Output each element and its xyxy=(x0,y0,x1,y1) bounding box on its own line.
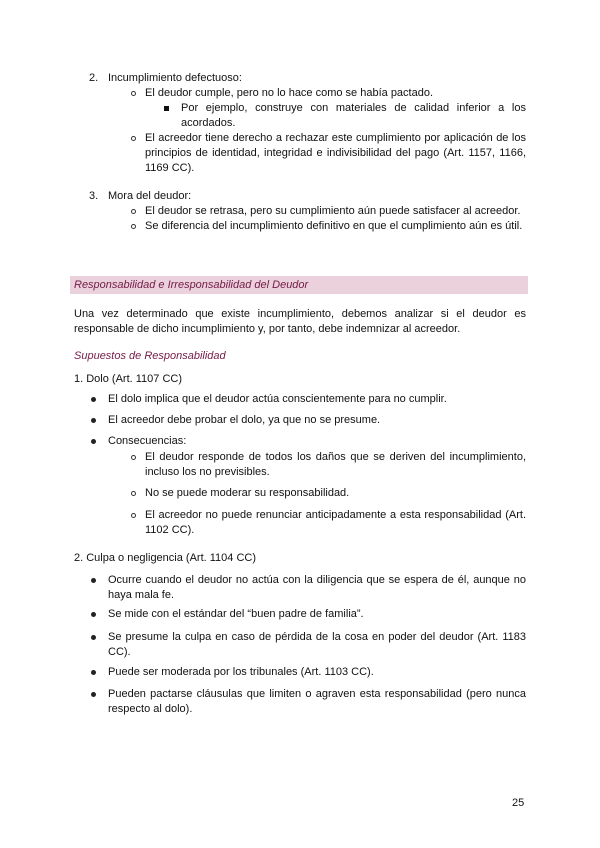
sub-bullet-item-cont: 1102 CC). xyxy=(145,524,195,536)
list-item-title: Mora del deudor: xyxy=(108,190,192,202)
bullet-item: Consecuencias: xyxy=(108,435,187,447)
bullet-item: Puede ser moderada por los tribunales (Art. 1103 CC). xyxy=(108,666,374,678)
disc-bullet-icon xyxy=(91,635,96,640)
list-subitem: El deudor cumple, pero no lo hace como se había pactado. xyxy=(145,87,434,99)
circle-bullet-icon xyxy=(131,136,136,141)
list-subitem: Se diferencia del incumplimiento definitivo en que el cumplimiento aún es útil. xyxy=(145,220,523,232)
list-subitem: El acreedor tiene derecho a rechazar este cumplimiento por aplicación de los xyxy=(145,132,526,144)
circle-bullet-icon xyxy=(131,513,136,518)
page-number: 25 xyxy=(512,797,525,809)
disc-bullet-icon xyxy=(91,612,96,617)
list-number: 2. xyxy=(89,72,99,84)
paragraph-line: Una vez determinado que existe incumplimiento, debemos analizar si el deudor es xyxy=(74,308,526,320)
disc-bullet-icon xyxy=(91,439,96,444)
disc-bullet-icon xyxy=(91,692,96,697)
point-title: 2. Culpa o negligencia (Art. 1104 CC) xyxy=(74,552,257,564)
list-item-title: Incumplimiento defectuoso: xyxy=(108,72,242,84)
circle-bullet-icon xyxy=(131,455,136,460)
bullet-item: Se presume la culpa en caso de pérdida de la cosa en poder del deudor (Art. 1183 xyxy=(108,631,526,643)
list-number: 3. xyxy=(89,190,99,202)
bullet-item: Se mide con el estándar del “buen padre de familia”. xyxy=(108,608,364,620)
list-subitem: El deudor se retrasa, pero su cumplimiento aún puede satisfacer al acreedor. xyxy=(145,205,521,217)
sub-bullet-item: No se puede moderar su responsabilidad. xyxy=(145,487,350,499)
disc-bullet-icon xyxy=(91,670,96,675)
disc-bullet-icon xyxy=(91,418,96,423)
square-bullet-icon xyxy=(164,106,169,111)
list-subitem-cont: 1169 CC). xyxy=(145,162,195,174)
circle-bullet-icon xyxy=(131,491,136,496)
bullet-item-cont: CC). xyxy=(108,646,131,658)
sub-bullet-item: El deudor responde de todos los daños que se deriven del incumplimiento, xyxy=(145,451,526,463)
bullet-item-cont: respecto al dolo). xyxy=(108,703,193,715)
list-subitem-cont: principios de identidad, integridad e indivisibilidad del pago (Art. 1157, 1166, xyxy=(145,147,526,159)
disc-bullet-icon xyxy=(91,578,96,583)
bullet-item: El dolo implica que el deudor actúa conscientemente para no cumplir. xyxy=(108,393,447,405)
bullet-item: El acreedor debe probar el dolo, ya que no se presume. xyxy=(108,414,381,426)
section-heading: Responsabilidad e Irresponsabilidad del Deudor xyxy=(74,279,309,291)
sub-bullet-item-cont: incluso los no previsibles. xyxy=(145,466,270,478)
paragraph-line: responsable de dicho incumplimiento y, por tanto, debe indemnizar al acreedor. xyxy=(74,323,461,335)
circle-bullet-icon xyxy=(131,209,136,214)
bullet-item: Pueden pactarse cláusulas que limiten o agraven esta responsabilidad (pero nunca xyxy=(108,688,526,700)
bullet-item: Ocurre cuando el deudor no actúa con la diligencia que se espera de él, aunque no xyxy=(108,574,526,586)
sub-bullet-item: El acreedor no puede renunciar anticipadamente a esta responsabilidad (Art. xyxy=(145,509,526,521)
circle-bullet-icon xyxy=(131,91,136,96)
disc-bullet-icon xyxy=(91,397,96,402)
list-subsubitem-cont: acordados. xyxy=(181,117,236,129)
list-subsubitem: Por ejemplo, construye con materiales de calidad inferior a los xyxy=(181,102,526,114)
circle-bullet-icon xyxy=(131,224,136,229)
subsection-heading: Supuestos de Responsabilidad xyxy=(74,350,226,362)
point-title: 1. Dolo (Art. 1107 CC) xyxy=(74,373,183,385)
bullet-item-cont: haya mala fe. xyxy=(108,589,175,601)
